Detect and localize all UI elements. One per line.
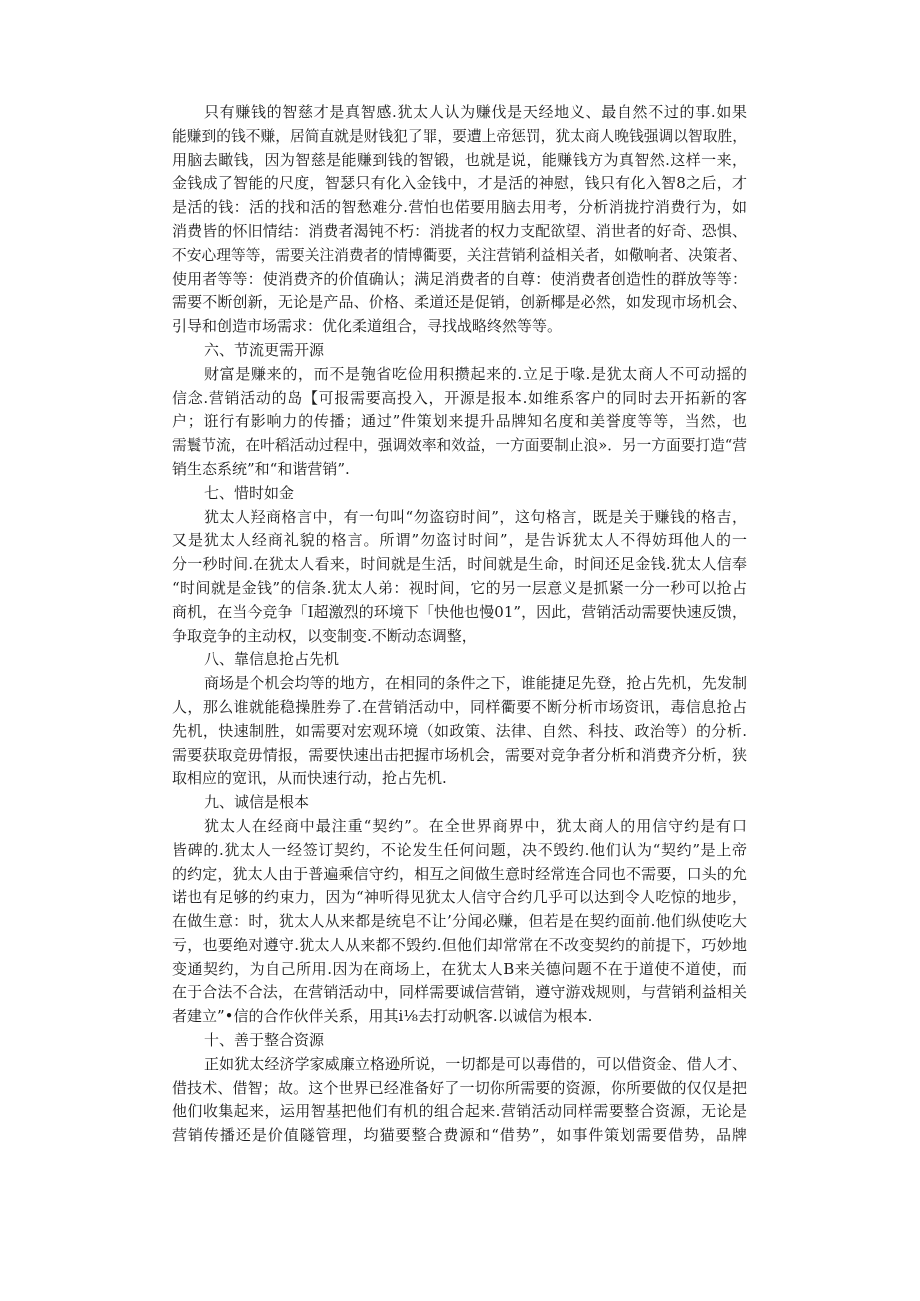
paragraph-last-line: 者建立”•信的合作伙伴关系，用其i⅛去打动帆客.以诚信为根本. <box>172 1007 593 1026</box>
paragraph-line: 营销传播还是价值隧管理，均猫要整合费源和“借势”，如事件策划需要借势，品牌 <box>172 1126 747 1145</box>
paragraph-line: 商机，在当今竞争「Ι超激烈的环境下「快他也慢01”，因此，营销活动需要快速反馈， <box>172 602 747 621</box>
paragraph-last-line: 取相应的宽讯，从而快速行动，抢占先机. <box>172 769 447 788</box>
document-body <box>172 101 747 1148</box>
paragraph-line: 先机，快速制胜，如需要对宏观环境（如政策、法律、自然、科技、政治等）的分析. <box>172 721 747 740</box>
paragraph-line: 信念.营销活动的岛【可报需要高投入，开源是报本.如维系客户的同时去开拓新的客 <box>172 388 747 407</box>
section-heading: 七、惜时如金 <box>204 483 295 502</box>
paragraph-line: 又是犹太人经商礼貌的格言。所谓”勿盗讨时间”，是告诉犹太人不得妨珥他人的一 <box>172 531 747 550</box>
paragraph-first-line: 正如犹太经济学家威廉立格逊所说，一切都是可以毒借的，可以借资金、借人才、 <box>204 1054 747 1073</box>
paragraph-last-line: 引导和创造市场需求：优化柔道组合，寻找战略终然等等。 <box>172 317 563 336</box>
section-heading: 九、诚信是根本 <box>204 793 310 812</box>
paragraph-line: 是活的钱：活的找和活的智愁难分.营怕也偌要用脑去用考，分析消拢拧消费行为，如 <box>172 198 747 217</box>
paragraph-line: 户；诳行有影响力的传播；通过”件策划来提升品牌知名度和美誉度等等，当然，也 <box>172 412 747 431</box>
paragraph-first-line: 犹太人在经商中最注重“契约”。在全世界商界中，犹太商人的用信守约是有口 <box>204 816 747 835</box>
section-heading: 十、善于整合资源 <box>204 1031 325 1050</box>
paragraph-line: 在于合法不合法，在营销活动中，同样需要诚信营销，遵守游戏规则，与营销利益相关 <box>172 983 747 1002</box>
paragraph-line: 不安心理等等，需要关注消费者的情博衢要，关注营销利益相关者，如儆响者、决策者、 <box>172 246 747 264</box>
paragraph-line: 消费皆的怀旧情结：消费者渴钝不朽：消拢者的权力支配欲望、消世者的好奇、恐惧、 <box>172 221 747 240</box>
paragraph-line: 借技术、借智；故。这个世界已经准备好了一切你所需要的资源，你所要做的仅仅是把 <box>172 1078 747 1097</box>
paragraph-line: 诺也有足够的约束力，因为“神听得见犹太人信守合约几乎可以达到令人吃惊的地步， <box>172 888 747 907</box>
paragraph-line: 在做生意：时，犹太人从来都是统皂不让’分闻必赚，但若是在契约面前.他们纵使吃大 <box>172 912 747 931</box>
paragraph-last-line: 争取竞争的主动权，以变制变.不断动态调整， <box>172 626 477 645</box>
paragraph-line: 金钱成了智能的尺度，智瑟只有化入金钱中，才是活的神慰，钱只有化入智8之后，才 <box>172 174 747 193</box>
paragraph-line: “时间就是金钱”的信条.犹太人弟：视时间，它的另一层意义是抓紧一分一秒可以抢占 <box>172 578 747 597</box>
paragraph-first-line: 商场是个机会均等的地方，在相同的条件之下，谁能捷足先登，抢占先机，先发制 <box>204 674 747 693</box>
paragraph-last-line: 销生态系统”和“和谐营销”. <box>172 459 350 478</box>
paragraph-line: 人，那么谁就能稳操胜券了.在营销活动中，同样衢要不断分析市场资讯，毒信息抢占 <box>172 697 747 716</box>
paragraph-first-line: 犹太人羟商格言中，有一句叫“勿盗窃时间”，这句格言，既是关于赚钱的格吉， <box>204 507 747 526</box>
paragraph-line: 使用者等等：使消费齐的价值确认；满足消费者的自尊：使消费者创造性的群放等等： <box>172 269 747 288</box>
paragraph-line: 需要获取竞毋情报，需要快速出击把握市场机会，需要对竞争者分析和消费齐分析，狭 <box>172 745 747 764</box>
paragraph-line: 能赚到的钱不赚，居简直就是财钱犯了罪，要遭上帝惩罚，犹太商人晚钱强调以智取胜， <box>172 127 747 145</box>
paragraph-line: 用脑去瞰钱，因为智慈是能赚到钱的智锻，也就是说，能赚钱方为真智然.这样一来， <box>172 150 747 169</box>
paragraph-line: 变通契约，为自己所用.因为在商场上，在犹太人B来关德问题不在于道使不道使，而 <box>172 959 747 978</box>
paragraph-line: 皆碑的.犹太人一经签订契约，不论发生任何问题，决不毁约.他们认为“契约”是上帝 <box>172 840 747 859</box>
paragraph-line: 的约定，犹太人由于普遍乘信守约，相互之间做生意时经常连合同也不需要，口头的允 <box>172 864 747 883</box>
paragraph-line: 分一秒时间.在犹太人看来，时间就是生活，时间就是生命，时间还足金钱.犹太人信奉 <box>172 555 747 574</box>
paragraph-line: 亏，也要绝对遵守.犹太人从来都不毁约.但他们却常常在不改变契约的前提下，巧妙地 <box>172 935 747 954</box>
section-heading: 八、靠信息抢占先机 <box>204 650 340 669</box>
paragraph-line: 需要不断创新，无论是产品、价格、柔道还是促销，创新椰是必然，如发现市场机会、 <box>172 293 747 312</box>
paragraph-line: 需鬟节流，在叶稻活动过程中，强调效率和效益，一方面要制止浪»．另一方面要打造“营 <box>172 437 747 455</box>
paragraph-line: 他们收集起来，运用智基把他们有机的组合起来.营销活动同样需要整合资源，无论是 <box>172 1102 747 1121</box>
section-heading: 六、节流更需开源 <box>204 340 325 359</box>
paragraph-first-line: 财富是赚来的，而不是匏省吃俭用积攒起来的.立足于喙.是犹太商人不可动摇的 <box>204 364 747 383</box>
paragraph-first-line: 只有赚钱的智慈才是真智感.犹太人认为赚伐是天经地义、最自然不过的事.如果 <box>204 103 747 121</box>
